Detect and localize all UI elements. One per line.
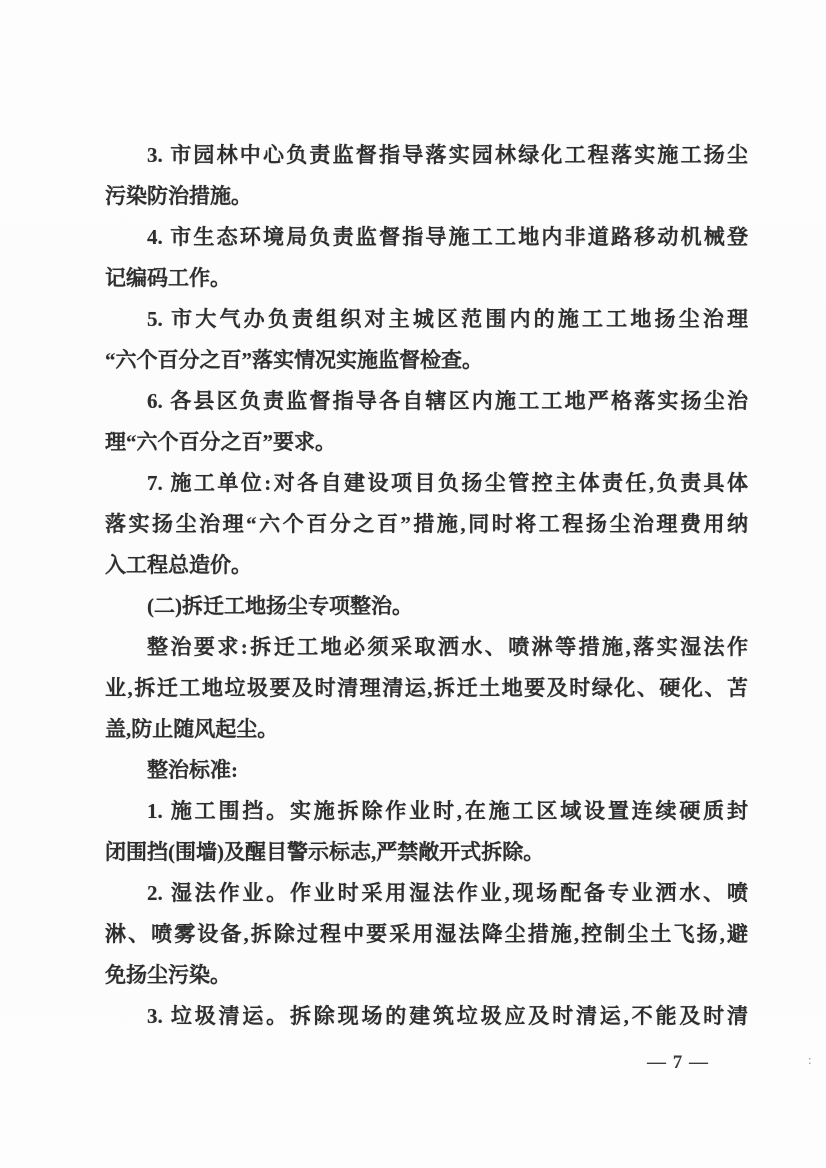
paragraph — [105, 135, 748, 217]
text-line: 免扬尘污染。 — [105, 963, 231, 987]
paragraph — [105, 463, 748, 586]
paragraph — [105, 299, 748, 381]
paragraph — [105, 217, 748, 299]
text-line: 7. 施工单位:对各自建设项目负扬尘管控主体责任,负责具体 — [147, 471, 748, 495]
text-line: 3. 市园林中心负责监督指导落实园林绿化工程落实施工扬尘 — [147, 143, 748, 167]
paragraph — [105, 586, 748, 627]
text-line: 落实扬尘治理“六个百分之百”措施,同时将工程扬尘治理费用纳 — [105, 512, 748, 536]
text-line: 记编码工作。 — [105, 266, 231, 290]
text-line: 6. 各县区负责监督指导各自辖区内施工工地严格落实扬尘治 — [147, 389, 748, 413]
text-line: 整治标准: — [147, 758, 238, 782]
text-line: 淋、喷雾设备,拆除过程中要采用湿法降尘措施,控制尘土飞扬,避 — [105, 922, 748, 946]
text-line: 业,拆迁工地垃圾要及时清理清运,拆迁土地要及时绿化、硬化、苫 — [105, 676, 748, 700]
text-line: 闭围挡(围墙)及醒目警示标志,严禁敞开式拆除。 — [105, 840, 545, 864]
text-line: 污染防治措施。 — [105, 184, 252, 208]
paragraph — [105, 750, 748, 791]
paragraph — [105, 627, 748, 750]
text-line: 盖,防止随风起尘。 — [105, 717, 279, 741]
text-line: 1. 施工围挡。实施拆除作业时,在施工区域设置连续硬质封 — [147, 799, 748, 823]
text-line: (二)拆迁工地扬尘专项整治。 — [147, 594, 413, 618]
text-line: 5. 市大气办负责组织对主城区范围内的施工工地扬尘治理 — [147, 307, 748, 331]
paragraph — [105, 996, 748, 1037]
text-line: 理“六个百分之百”要求。 — [105, 430, 336, 454]
paragraph — [105, 873, 748, 996]
paragraph — [105, 791, 748, 873]
paragraph — [105, 381, 748, 463]
document-body — [105, 135, 748, 1037]
scan-artifact-speck: : — [808, 1052, 812, 1067]
page-number: — 7 — — [647, 1052, 709, 1073]
text-line: 3. 垃圾清运。拆除现场的建筑垃圾应及时清运,不能及时清 — [147, 1004, 748, 1028]
text-line: 整治要求:拆迁工地必须采取洒水、喷淋等措施,落实湿法作 — [147, 635, 748, 659]
text-line: 入工程总造价。 — [105, 553, 252, 577]
text-line: 4. 市生态环境局负责监督指导施工工地内非道路移动机械登 — [147, 225, 748, 249]
text-line: “六个百分之百”落实情况实施监督检查。 — [105, 348, 483, 372]
text-line: 2. 湿法作业。作业时采用湿法作业,现场配备专业洒水、喷 — [147, 881, 748, 905]
